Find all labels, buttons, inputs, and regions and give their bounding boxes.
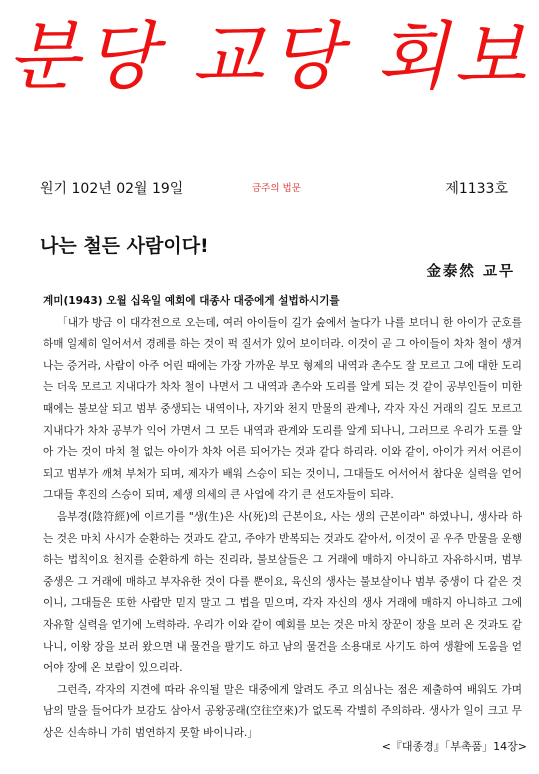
issue-date: 원기 102년 02월 19일 [40, 181, 184, 197]
article-paragraph-3: 그런즉, 각자의 지견에 따라 유익될 말은 대중에게 알려도 주고 의심나는 점은 제출하여 배워도 가며 남의 말을 들어다가 보감도 삼아서 공왕공래(空往空來)가 없도록 각별히 주의하라. 생사가 일이 크고 무상은 신속하니 가히 범연하지 못할 바이니라.」 [43, 683, 522, 739]
issue-number: 제1133호 [445, 181, 508, 197]
article-body [43, 291, 522, 744]
article-paragraph-2: 음부경(陰符經)에 이르기를 "생(生)은 사(死)의 근본이요, 사는 생의 근본이라" 하였나니, 생사라 하는 것은 마치 사시가 순환하는 것과도 같고, 주야가 반복되는 것과도 같아서, 이것이 곧 우주 만물을 운행하는 법칙이요 천지를 순환하게 하는 진리라, 불보살들은 그 거래에 매하지 아니하고 자유하시며, 범부 중생은 그 거래에 매하고 부자유한 것이 다를 뿐이요, 육신의 생사는 불보살이나 범부 중생이 다 같은 것이니, 그대들은 또한 사람만 믿지 말고 그 법을 믿으며, 각자 자신의 생사 거래에 매하지 아니하고 그에 자유할 실력을 얻기에 노력하라. 우리가 이와 같이 예회를 보는 것은 마치 장꾼이 장을 보러 온 것과도 같나니, 이왕 장을 보러 왔으면 내 물건을 팔기도 하고 남의 물건을 소용대로 사기도 하여 생활에 도움을 얻어야 장에 온 보람이 있으리라. [43, 510, 522, 675]
newsletter-masthead: 분당 교당 회보 [7, 14, 532, 100]
article-author: 金泰然 교무 [426, 263, 515, 280]
article-intro: 계미(1943) 오월 십육일 예회에 대종사 대중에게 설법하시기를 [43, 295, 340, 307]
article-title: 나는 철든 사람이다! [40, 235, 209, 257]
article-paragraph-1: 「내가 방금 이 대각전으로 오는데, 여러 아이들이 길가 숲에서 놀다가 나를 보더니 한 아이가 군호를 하매 일제히 일어서서 경례를 하는 것이 퍽 질서가 있어 보이더라. 이것이 곧 그 아이들이 차차 철이 생겨나는 증거라, 사람이 아주 어린 때에는 가장 가까운 부모 형제의 내역과 촌수도 잘 모르고 그에 대한 도리는 더욱 모르고 지내다가 차차 철이 나면서 그 내역과 촌수와 도리를 알게 되는 것 같이 공부인들이 미한 때에는 불보살 되고 범부 중생되는 내역이나, 자기와 천지 만물의 관계나, 각자 자신 거래의 길도 모르고 지내다가 차차 공부가 익어 가면서 그 모든 내역과 관계와 도리를 알게 되나니, 그러므로 우리가 도를 알아 가는 것이 마치 철 없는 아이가 차차 어른 되어가는 것과 같다 하리라. 이와 같이, 아이가 커서 어른이 되고 범부가 깨쳐 부처가 되며, 제자가 배워 스승이 되는 것이니, 그대들도 어서어서 참다운 실력을 얻어 그대들 후진의 스승이 되며, 제생 의세의 큰 사업에 각기 큰 선도자들이 되라. [43, 316, 522, 502]
issue-section-label: 금주의 법문 [252, 183, 301, 194]
scripture-source: <『대종경』「부촉품」14장> [381, 740, 527, 753]
issue-info-bar [40, 178, 508, 200]
